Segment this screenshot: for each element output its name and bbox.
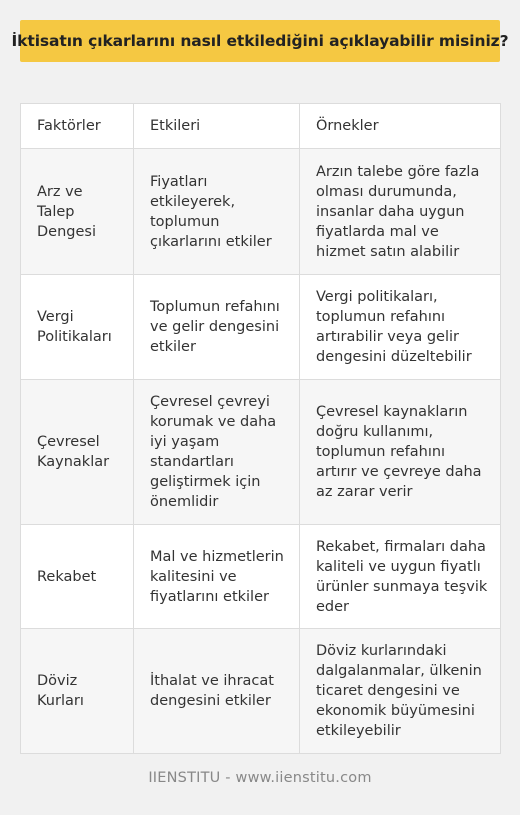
cell-effect: İthalat ve ihracat dengesini etkiler (134, 629, 300, 754)
page-title: İktisatın çıkarlarını nasıl etkilediğini açıklayabilir misiniz? (11, 32, 509, 50)
table-header-row (21, 104, 501, 149)
table-row (21, 149, 501, 275)
cell-example: Arzın talebe göre fazla olması durumunda, insanlar daha uygun fiyatlarda mal ve hizmet satın alabilir (300, 149, 501, 275)
cell-factor: Çevresel Kaynaklar (21, 380, 134, 525)
cell-effect: Mal ve hizmetlerin kalitesini ve fiyatlarını etkiler (134, 525, 300, 629)
cell-effect: Toplumun refahını ve gelir dengesini etkiler (134, 275, 300, 380)
header-factors: Faktörler (21, 104, 134, 149)
cell-example: Döviz kurlarındaki dalgalanmalar, ülkenin ticaret dengesini ve ekonomik büyümesini etkileyebilir (300, 629, 501, 754)
cell-effect: Fiyatları etkileyerek, toplumun çıkarlarını etkiler (134, 149, 300, 275)
cell-example: Vergi politikaları, toplumun refahını artırabilir veya gelir dengesini düzeltebilir (300, 275, 501, 380)
cell-factor: Rekabet (21, 525, 134, 629)
footer-credit: IIENSTITU - www.iienstitu.com (148, 770, 372, 786)
question-banner (11, 20, 509, 62)
header-examples: Örnekler (300, 104, 501, 149)
cell-factor: Döviz Kurları (21, 629, 134, 754)
cell-factor: Arz ve Talep Dengesi (21, 149, 134, 275)
cell-factor: Vergi Politikaları (21, 275, 134, 380)
table-row (21, 380, 501, 525)
cell-effect: Çevresel çevreyi korumak ve daha iyi yaşam standartları geliştirmek için önemlidir (134, 380, 300, 525)
table-row (21, 275, 501, 380)
table-row (21, 525, 501, 629)
table-row (21, 629, 501, 754)
factors-table (20, 103, 501, 754)
cell-example: Çevresel kaynakların doğru kullanımı, toplumun refahını artırır ve çevreye daha az zarar verir (300, 380, 501, 525)
header-effects: Etkileri (134, 104, 300, 149)
cell-example: Rekabet, firmaları daha kaliteli ve uygun fiyatlı ürünler sunmaya teşvik eder (300, 525, 501, 629)
